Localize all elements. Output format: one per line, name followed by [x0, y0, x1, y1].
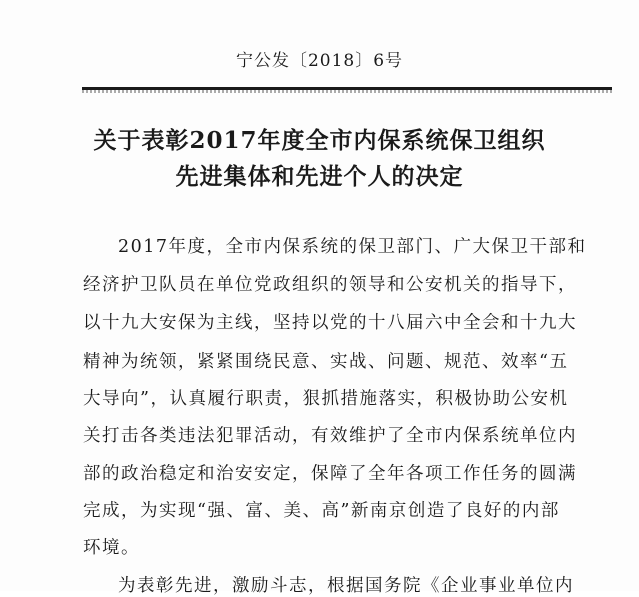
paragraph-line: 为表彰先进，激励斗志，根据国务院《企业事业单位内 — [118, 576, 574, 596]
paragraph-line: 2017年度，全市内保系统的保卫部门、广大保卫干部和 — [118, 237, 587, 257]
paragraph-line: 环境。 — [83, 538, 140, 558]
paragraph-line: 精神为统领，紧紧围绕民意、实战、问题、规范、效率“五 — [83, 352, 569, 372]
document-title-line-1: 关于表彰2017年度全市内保系统保卫组织 — [93, 127, 546, 154]
header-divider-shadow — [82, 90, 612, 93]
paragraph-line: 部的政治稳定和治安安定，保障了全年各项工作任务的圆满 — [83, 464, 577, 484]
paragraph-line: 以十九大安保为主线，坚持以党的十八届六中全会和十九大 — [83, 313, 577, 333]
paragraph-line: 关打击各类违法犯罪活动，有效维护了全市内保系统单位内 — [83, 426, 577, 446]
paragraph-line: 大导向”，认真履行职责，狠抓措施落实，积极协助公安机 — [83, 389, 569, 409]
document-number: 宁公发〔2018〕6号 — [235, 51, 404, 71]
paragraph-line: 完成，为实现“强、富、美、高”新南京创造了良好的内部 — [83, 501, 560, 521]
paragraph-line: 经济护卫队员在单位党政组织的领导和公安机关的指导下， — [83, 275, 577, 295]
document-title-line-2: 先进集体和先进个人的决定 — [175, 163, 464, 190]
